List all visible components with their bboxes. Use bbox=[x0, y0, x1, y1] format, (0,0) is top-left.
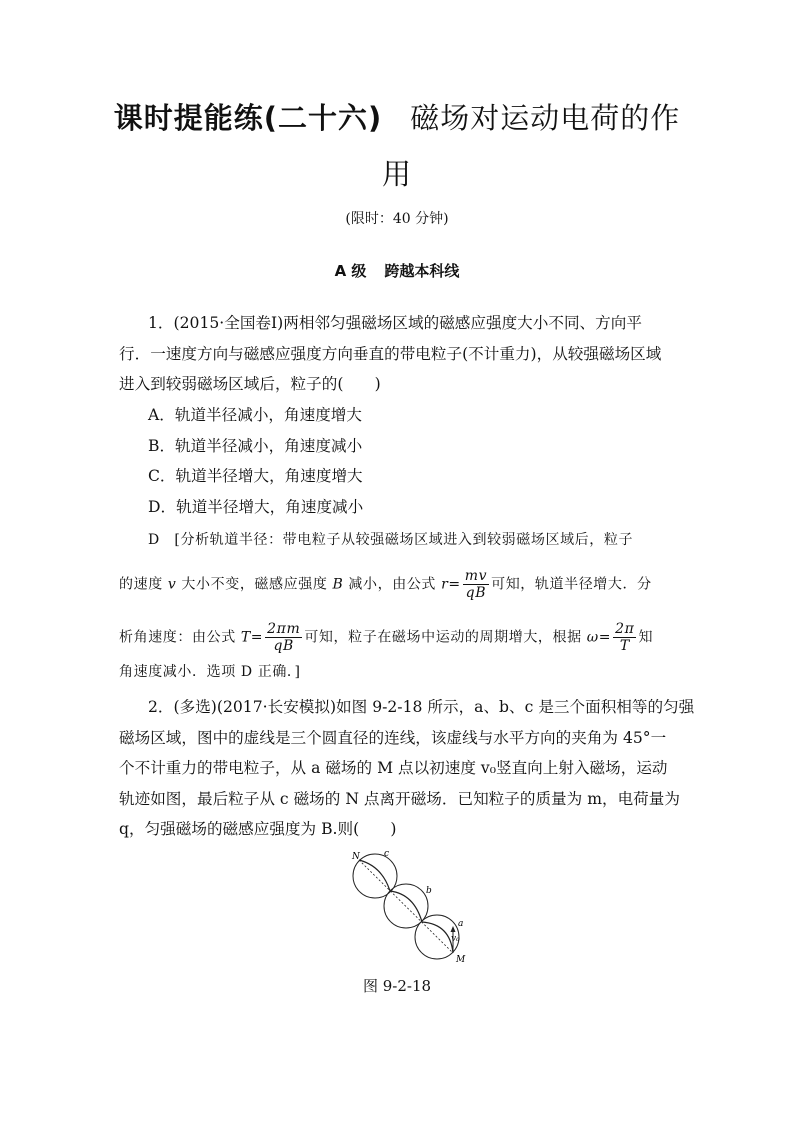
q2-line3: 个不计重力的带电粒子，从 a 磁场的 M 点以初速度 v₀竖直向上射入磁场，运动 bbox=[119, 759, 668, 777]
q2-line4: 轨迹如图，最后粒子从 c 磁场的 N 点离开磁场．已知粒子的质量为 m，电荷量为 bbox=[119, 790, 680, 808]
label-a: a bbox=[458, 919, 464, 929]
fraction-2pim-over-qb: $\frac{2\pi m}{qB}$ bbox=[267, 621, 301, 654]
fraction-mv-over-qb: $\frac{mv}{qB}$ bbox=[464, 568, 488, 601]
diameter-dashed-line bbox=[359, 860, 453, 953]
title-main: 课时提能练(二十六) bbox=[113, 101, 383, 135]
title-continuation: 用 bbox=[381, 157, 412, 191]
title-sub-part1: 磁场对运动电荷的作 bbox=[410, 101, 681, 135]
label-b: b bbox=[426, 886, 432, 896]
q1-answer-line4: 角速度减小．选项 D 正确．] bbox=[119, 664, 301, 680]
q1-line1: 1．(2015·全国卷Ⅰ)两相邻匀强磁场区域的磁感应强度大小不同、方向平 bbox=[148, 314, 642, 332]
page-title bbox=[110, 96, 684, 137]
label-M: M bbox=[456, 955, 466, 965]
q2-line5: q，匀强磁场的磁感应强度为 B.则( ) bbox=[119, 820, 397, 838]
level-b: 跨越本科线 bbox=[384, 262, 460, 280]
label-N: N bbox=[352, 852, 360, 862]
level-a: A 级 bbox=[334, 262, 367, 280]
arrow-head bbox=[451, 926, 456, 932]
fraction-2pi-over-t: $\frac{2\pi}{T}$ bbox=[615, 621, 635, 654]
q1-answer-line3: 析角速度：由公式 T= $\frac{2\pi m}{qB}$ 可知，粒子在磁场中运动的周期增大，根据 ω= $\frac{2\pi}{T}$ 知 bbox=[119, 621, 654, 654]
q2-line1: 2．(多选)(2017·长安模拟)如图 9-2-18 所示，a、b、c 是三个面积相等的匀强 bbox=[148, 698, 695, 716]
q1-line3: 进入到较弱磁场区域后，粒子的( ) bbox=[119, 375, 381, 393]
q1-answer-line1: D [分析轨道半径：带电粒子从较强磁场区域进入到较弱磁场区域后，粒子 bbox=[148, 532, 634, 548]
q1-answer-line2: 的速度 v 大小不变，磁感应强度 B 减小，由公式 r= $\frac{mv}{qB}$ 可知，轨道半径增大．分 bbox=[119, 568, 652, 601]
label-c: c bbox=[384, 849, 390, 859]
q1-option-c: C．轨道半径增大，角速度增大 bbox=[148, 467, 363, 485]
q1-line2: 行．一速度方向与磁感应强度方向垂直的带电粒子(不计重力)，从较强磁场区域 bbox=[119, 345, 662, 363]
figure-caption: 图 9-2-18 bbox=[362, 977, 432, 995]
magnetic-field-diagram bbox=[340, 846, 470, 971]
time-limit: (限时：40 分钟) bbox=[345, 211, 449, 227]
q1-option-a: A．轨道半径减小，角速度增大 bbox=[148, 406, 362, 424]
level-heading bbox=[0, 260, 794, 281]
q2-line2: 磁场区域，图中的虚线是三个圆直径的连线，该虚线与水平方向的夹角为 45°一 bbox=[119, 729, 667, 747]
q1-option-b: B．轨道半径减小，角速度减小 bbox=[148, 437, 363, 455]
label-v0: v₀ bbox=[451, 934, 460, 944]
q1-option-d: D．轨道半径增大，角速度减小 bbox=[148, 498, 364, 516]
